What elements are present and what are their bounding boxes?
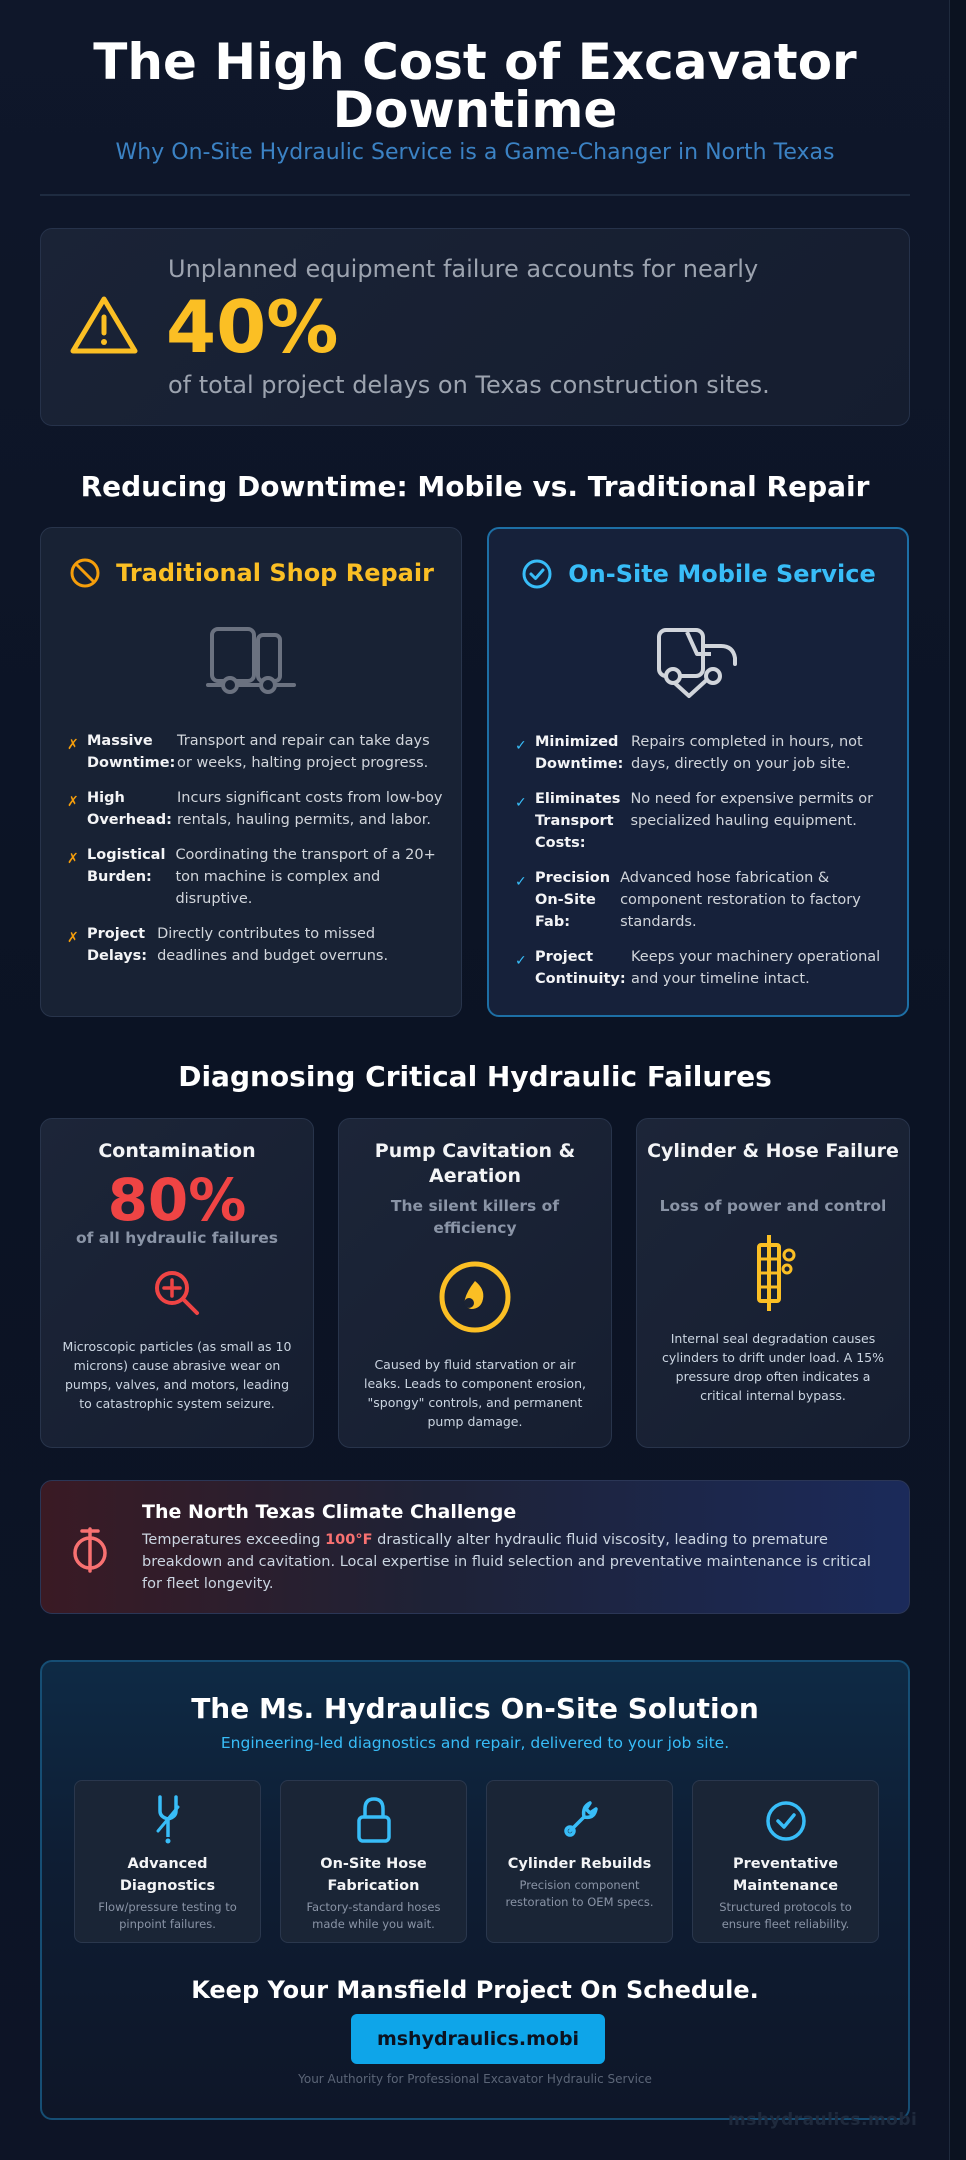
prohibited-icon: [68, 556, 102, 590]
list-item: [67, 844, 447, 910]
item-text: No need for expensive permits or specialized hauling equipment.: [630, 791, 874, 829]
title-line-1: The High Cost of Excavator: [93, 33, 857, 91]
item-label: Project Continuity:: [535, 949, 626, 987]
traditional-card-title: Traditional Shop Repair: [116, 559, 434, 587]
check-mark-icon: ✓: [515, 795, 527, 811]
item-text: Advanced hose fabrication & component restoration to factory standards.: [620, 870, 861, 930]
list-item: [515, 731, 895, 775]
item-text: Coordinating the transport of a 20+ ton machine is complex and disruptive.: [175, 847, 436, 907]
contamination-value: 80%: [107, 1166, 247, 1234]
item-text: Repairs completed in hours, not days, directly on your job site.: [631, 734, 863, 772]
check-mark-icon: ✓: [515, 874, 527, 890]
page-edge: [950, 0, 966, 2160]
item-label: Massive Downtime:: [87, 733, 176, 771]
service-hose-fabrication: [280, 1780, 467, 1943]
list-item: [67, 787, 447, 831]
thermometer-icon: [69, 1527, 111, 1573]
item-text: Directly contributes to missed deadlines and budget overruns.: [157, 926, 389, 964]
diagnostics-probe-icon: [148, 1795, 188, 1845]
stat-prefix: Unplanned equipment failure accounts for nearly: [168, 255, 759, 283]
pump-icon: [437, 1259, 513, 1335]
contamination-card: [40, 1118, 314, 1448]
list-item: [515, 946, 895, 990]
check-circle-icon: [520, 557, 554, 591]
website-button[interactable]: mshydraulics.mobi: [351, 2014, 605, 2064]
list-item: [515, 788, 895, 854]
mobile-list: [515, 731, 895, 1003]
climate-banner: [40, 1480, 910, 1614]
service-preventative-maintenance: [692, 1780, 879, 1943]
list-item: [515, 867, 895, 933]
footer-tagline: Your Authority for Professional Excavator Hydraulic Service: [298, 2072, 652, 2086]
solution-title: The Ms. Hydraulics On-Site Solution: [191, 1692, 759, 1725]
cross-mark-icon: ✗: [67, 737, 79, 753]
list-item: [67, 923, 447, 967]
traditional-card-header: [41, 556, 461, 590]
item-label: Eliminates Transport Costs:: [535, 791, 621, 851]
service-name: Advanced Diagnostics: [119, 1856, 216, 1894]
traditional-list: [67, 730, 447, 980]
climate-text-before: Temperatures exceeding: [142, 1532, 326, 1548]
list-item: [67, 730, 447, 774]
service-desc: Flow/pressure testing to pinpoint failures.: [98, 1900, 237, 1931]
service-truck-icon: [653, 624, 743, 699]
hydraulic-cylinder-icon: [743, 1233, 803, 1313]
stat-box: [40, 228, 910, 426]
cylinder-card: [636, 1118, 910, 1448]
cavitation-sub: The silent killers of efficiency: [390, 1197, 560, 1237]
item-label: Precision On-Site Fab:: [535, 870, 611, 930]
service-diagnostics: [74, 1780, 261, 1943]
item-label: Project Delays:: [87, 926, 148, 964]
tow-truck-icon: [206, 623, 296, 698]
item-label: High Overhead:: [87, 790, 172, 828]
header-divider: [40, 194, 910, 196]
comparison-heading: Reducing Downtime: Mobile vs. Traditional Repair: [80, 470, 870, 503]
cross-mark-icon: ✗: [67, 851, 79, 867]
cavitation-card: [338, 1118, 612, 1448]
service-desc: Precision component restoration to OEM specs.: [505, 1878, 654, 1909]
stat-value: 40%: [166, 285, 339, 369]
contamination-sub: of all hydraulic failures: [75, 1229, 279, 1247]
warning-triangle-icon: [69, 293, 139, 357]
service-desc: Factory-standard hoses made while you wait.: [306, 1900, 441, 1931]
traditional-repair-card: [40, 527, 462, 1017]
climate-temperature: 100°F: [325, 1532, 373, 1548]
climate-text-after: drastically alter hydraulic fluid viscosity, leading to premature breakdown and cavitation. Local expertise in fluid selection and preventative maintenance is critical for fleet longevity.: [142, 1532, 871, 1592]
stat-suffix: of total project delays on Texas construction sites.: [168, 371, 770, 399]
service-name: On-Site Hose Fabrication: [320, 1856, 427, 1894]
item-text: Transport and repair can take days or weeks, halting project progress.: [177, 733, 430, 771]
cylinder-title: Cylinder & Hose Failure: [647, 1140, 899, 1162]
service-desc: Structured protocols to ensure fleet reliability.: [719, 1900, 852, 1931]
cross-mark-icon: ✗: [67, 794, 79, 810]
mobile-card-header: [489, 557, 907, 591]
mobile-service-card: [487, 527, 909, 1017]
cylinder-sub: Loss of power and control: [659, 1197, 887, 1215]
cavitation-desc: Caused by fluid starvation or air leaks. Leads to component erosion, "spongy" controls, and permanent pump damage.: [364, 1357, 586, 1429]
item-text: Keeps your machinery operational and your timeline intact.: [631, 949, 881, 987]
check-mark-icon: ✓: [515, 738, 527, 754]
check-circle-icon: [764, 1795, 808, 1845]
page-title: [40, 33, 910, 139]
contamination-desc: Microscopic particles (as small as 10 microns) cause abrasive wear on pumps, valves, and motors, leading to catastrophic system seizure.: [62, 1339, 292, 1411]
page-subtitle: Why On-Site Hydraulic Service is a Game-Changer in North Texas: [115, 140, 835, 165]
item-label: Logistical Burden:: [87, 847, 166, 885]
cavitation-title: Pump Cavitation & Aeration: [374, 1140, 576, 1187]
watermark: mshydraulics.mobi: [728, 2110, 918, 2130]
solution-section: [40, 1660, 910, 2120]
service-name: Preventative Maintenance: [732, 1856, 839, 1894]
lock-icon: [354, 1795, 394, 1845]
climate-text: [142, 1529, 889, 1595]
title-line-2: Downtime: [332, 81, 618, 139]
contamination-title: Contamination: [98, 1140, 256, 1162]
wrench-icon: [560, 1795, 600, 1845]
check-mark-icon: ✓: [515, 953, 527, 969]
cross-mark-icon: ✗: [67, 930, 79, 946]
magnifier-plus-icon: [149, 1265, 205, 1321]
cylinder-desc: Internal seal degradation causes cylinders to drift under load. A 15% pressure drop often indicates a critical internal bypass.: [661, 1331, 885, 1403]
cta-heading: Keep Your Mansfield Project On Schedule.: [191, 1976, 759, 2004]
climate-title: The North Texas Climate Challenge: [142, 1501, 517, 1523]
failures-heading: Diagnosing Critical Hydraulic Failures: [178, 1060, 772, 1093]
solution-subtitle: Engineering-led diagnostics and repair, delivered to your job site.: [220, 1734, 730, 1752]
mobile-card-title: On-Site Mobile Service: [568, 560, 876, 588]
item-text: Incurs significant costs from low-boy rentals, hauling permits, and labor.: [177, 790, 443, 828]
service-cylinder-rebuilds: [486, 1780, 673, 1943]
service-name: Cylinder Rebuilds: [507, 1856, 652, 1872]
item-label: Minimized Downtime:: [535, 734, 624, 772]
